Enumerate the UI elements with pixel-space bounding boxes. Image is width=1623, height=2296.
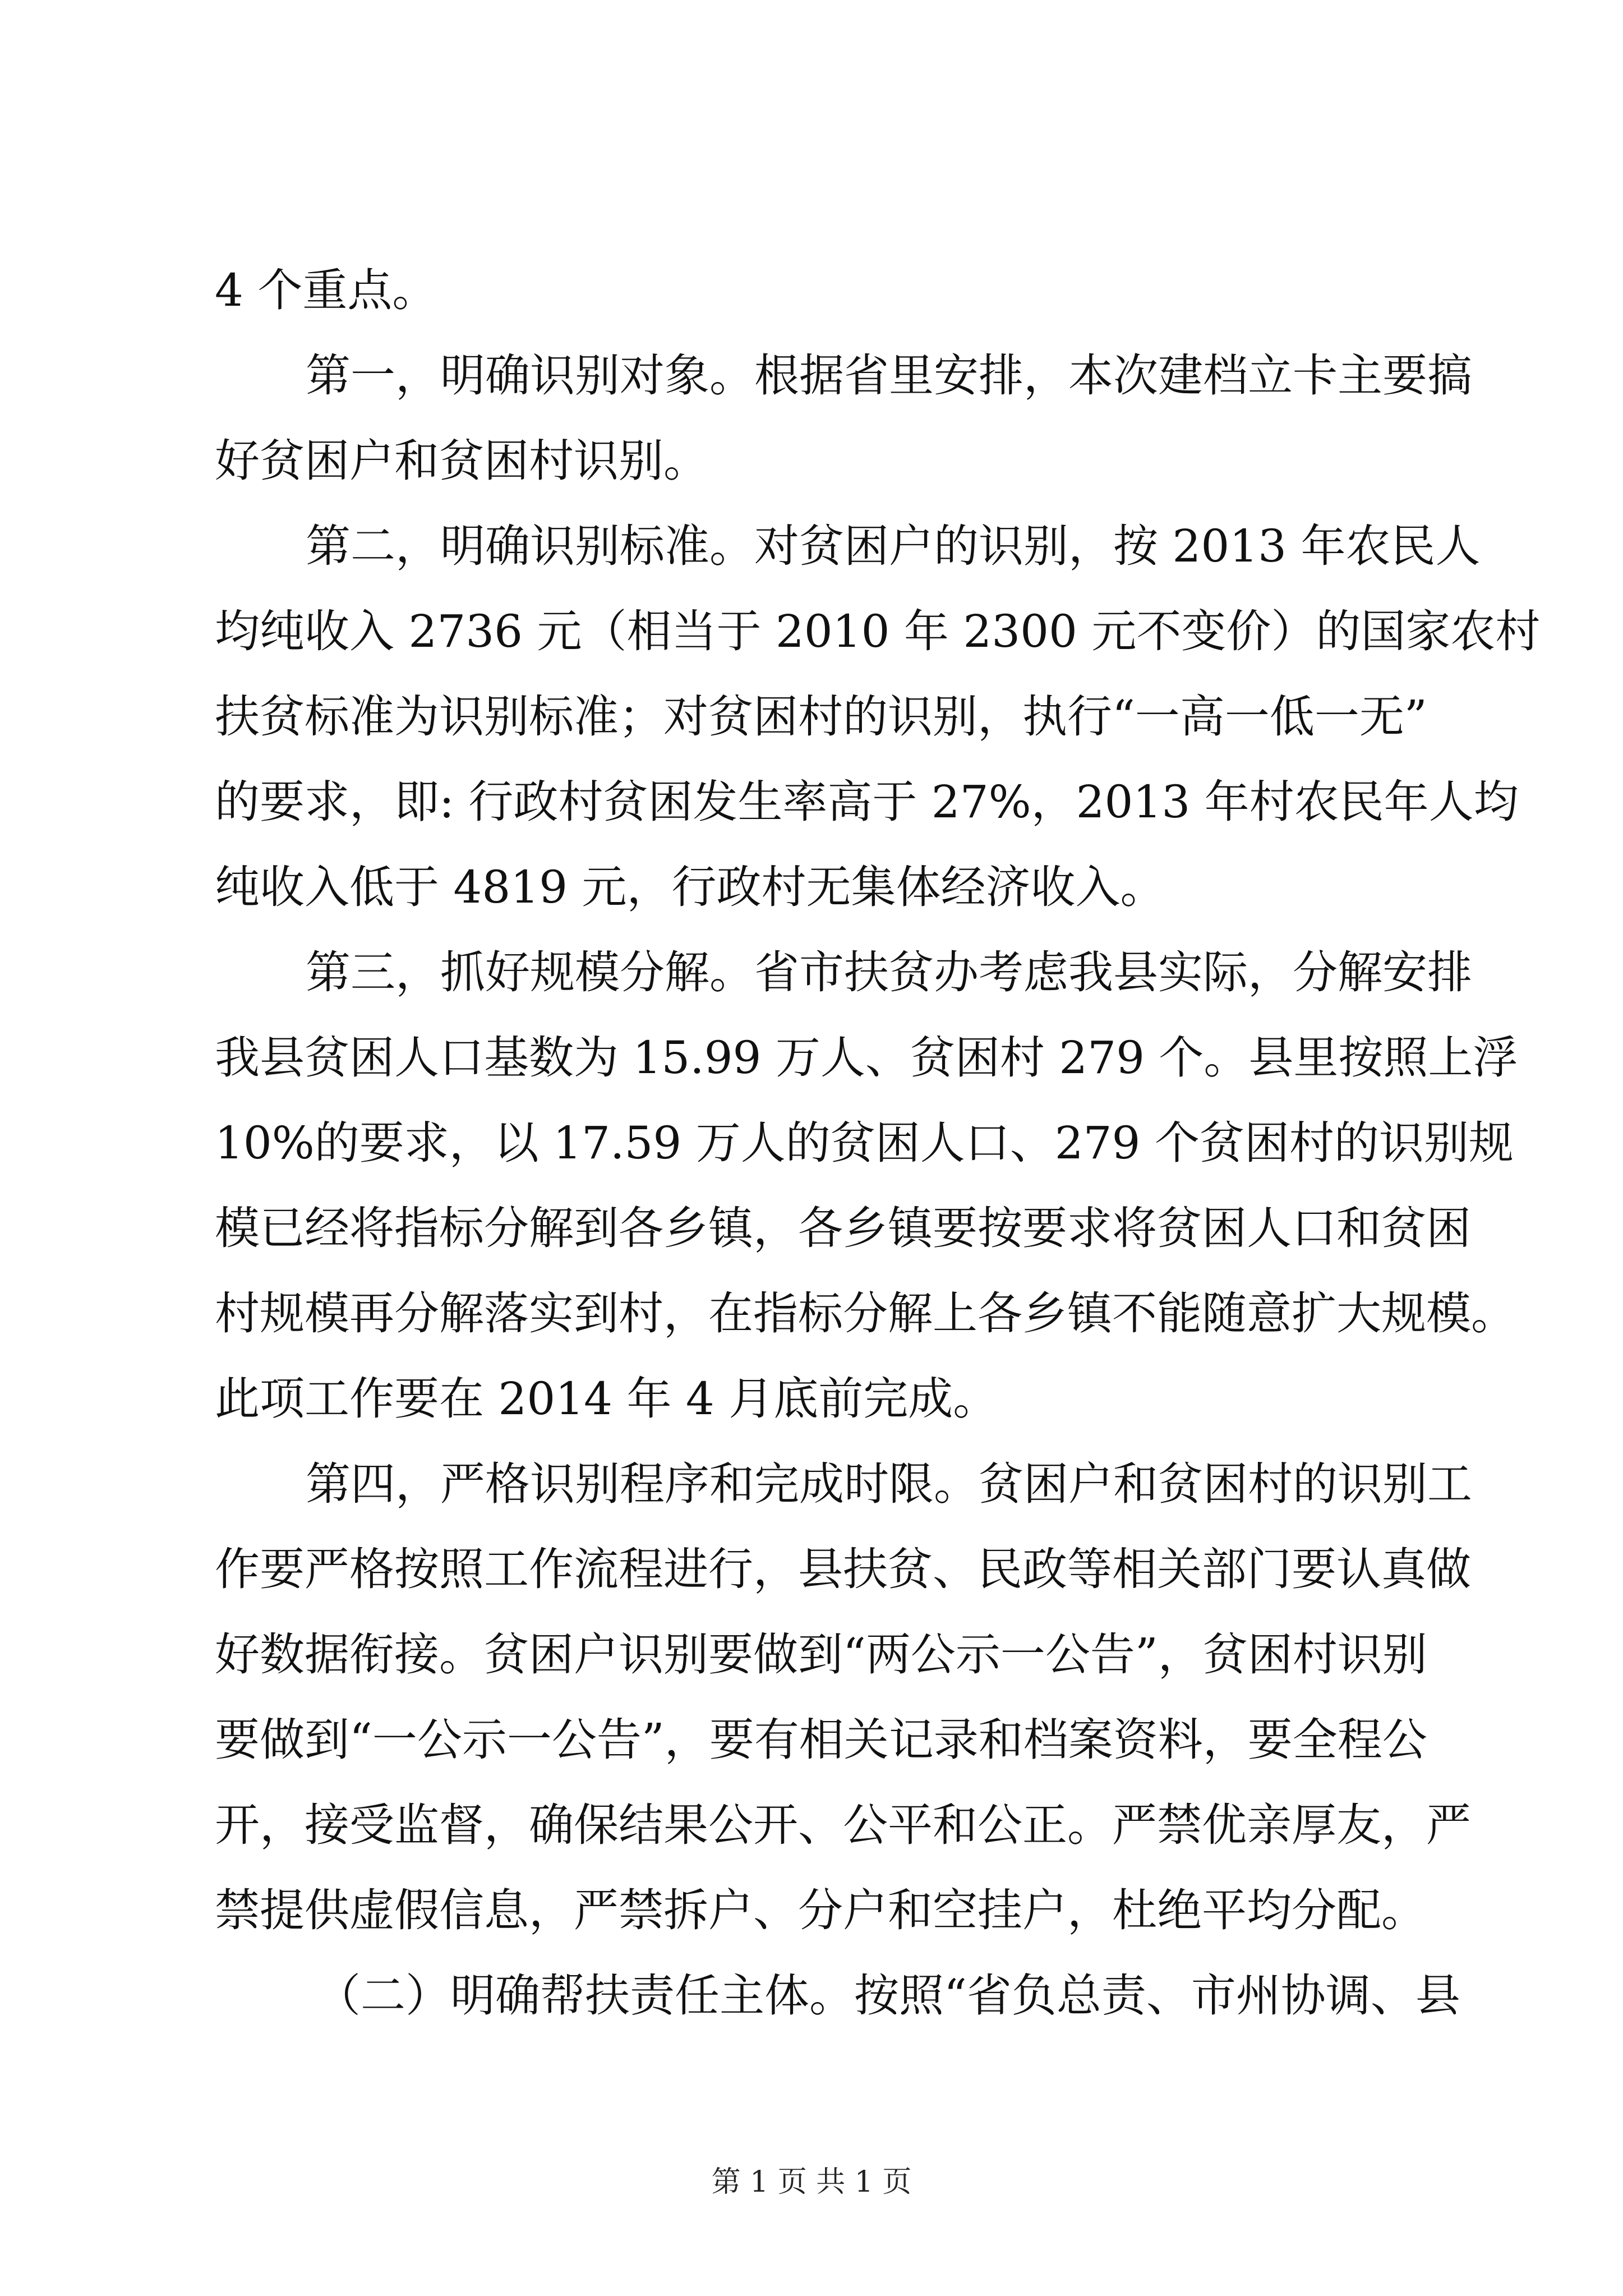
text-line: 第四，严格识别程序和完成时限。贫困户和贫困村的识别工	[306, 1458, 1472, 1510]
text-line: 好数据衔接。贫困户识别要做到“两公示一公告”，贫困村识别	[215, 1628, 1427, 1681]
text-line: 第一，明确识别对象。根据省里安排，本次建档立卡主要搞	[306, 349, 1472, 402]
document-body	[215, 264, 1541, 2059]
text-line: 均纯收入 2736 元（相当于 2010 年 2300 元不变价）的国家农村	[215, 605, 1541, 657]
text-line: 的要求，即: 行政村贫困发生率高于 27%，2013 年村农民年人均	[215, 776, 1519, 828]
text-line: 要做到“一公示一公告”，要有相关记录和档案资料，要全程公	[215, 1714, 1427, 1766]
text-line: 4 个重点。	[215, 264, 437, 316]
text-line: 我县贫困人口基数为 15.99 万人、贫困村 279 个。县里按照上浮	[215, 1032, 1518, 1084]
text-line: 扶贫标准为识别标准；对贫困村的识别，执行“一高一低一无”	[215, 691, 1427, 743]
text-line: 村规模再分解落实到村，在指标分解上各乡镇不能随意扩大规模。	[215, 1287, 1516, 1340]
text-line: 好贫困户和贫困村识别。	[215, 435, 708, 487]
text-line: 禁提供虚假信息，严禁拆户、分户和空挂户，杜绝平均分配。	[215, 1884, 1426, 1936]
text-line: 作要严格按照工作流程进行，县扶贫、民政等相关部门要认真做	[215, 1543, 1471, 1595]
text-line: 10%的要求，以 17.59 万人的贫困人口、279 个贫困村的识别规	[215, 1117, 1514, 1169]
text-line: 第三，抓好规模分解。省市扶贫办考虑我县实际，分解安排	[306, 946, 1472, 999]
text-line: 开，接受监督，确保结果公开、公平和公正。严禁优亲厚友，严	[215, 1799, 1471, 1851]
text-line: 此项工作要在 2014 年 4 月底前完成。	[215, 1373, 998, 1425]
text-line: （二）明确帮扶责任主体。按照“省负总责、市州协调、县	[316, 1970, 1460, 2022]
text-line: 模已经将指标分解到各乡镇，各乡镇要按要求将贫困人口和贫困	[215, 1202, 1471, 1254]
text-line: 纯收入低于 4819 元，行政村无集体经济收入。	[215, 861, 1165, 913]
page-number-footer: 第 1 页 共 1 页	[711, 2165, 912, 2199]
text-line: 第二，明确识别标准。对贫困户的识别，按 2013 年农民人	[306, 520, 1481, 572]
